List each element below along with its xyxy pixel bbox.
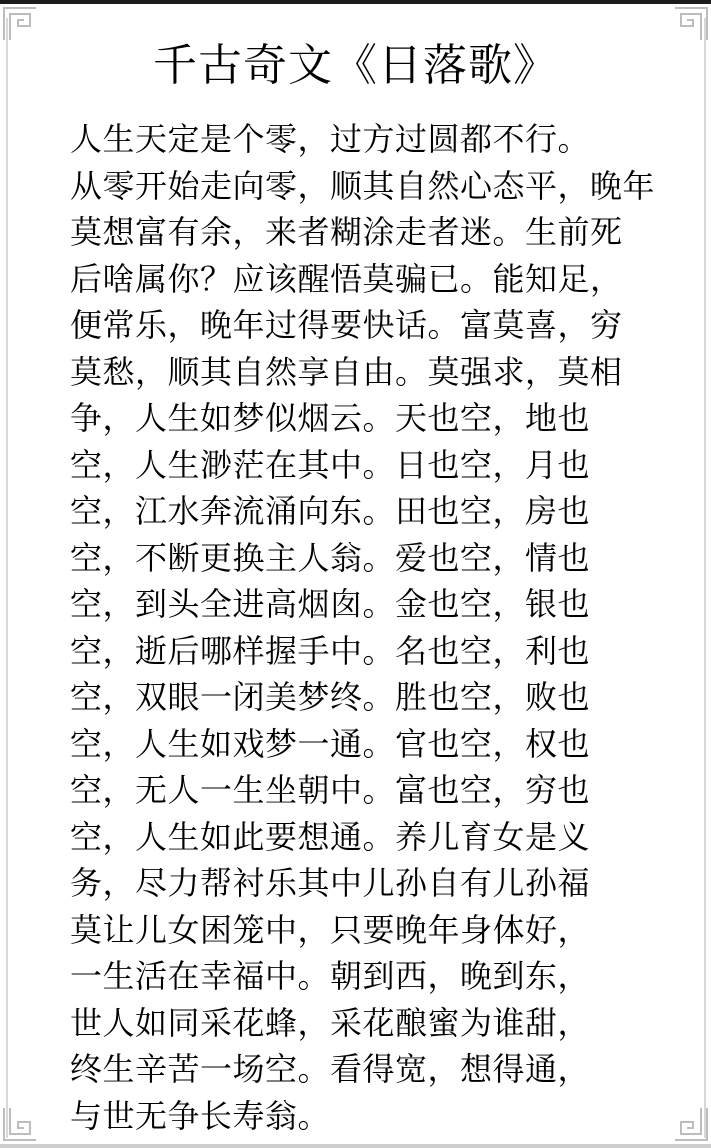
poem-line: 空，人生渺茫在其中。日也空，月也 — [70, 445, 591, 484]
poem-line: 终生辛苦一场空。看得宽，想得通， — [70, 1050, 591, 1088]
poem-line: 空，江水奔流涌向东。田也空，房也 — [70, 492, 591, 530]
top-bar — [0, 0, 711, 4]
poem-line: 务，尽力帮衬乐其中儿孙自有儿孙福 — [70, 864, 591, 902]
poem-line: 莫让儿女困笼中，只要晚年身体好， — [70, 910, 591, 949]
poem-line: 世人如同采花蜂，采花酿蜜为谁甜， — [70, 1003, 591, 1042]
document-title: 千古奇文《日落歌》 — [153, 40, 558, 91]
poem-line: 后啥属你？应该醒悟莫骗已。能知足， — [70, 259, 623, 298]
poem-line: 争，人生如梦似烟云。天也空，地也 — [70, 399, 591, 437]
poem-line: 空，不断更换主人翁。爱也空，情也 — [70, 538, 591, 577]
poem-line: 一生活在幸福中。朝到西，晚到东， — [70, 957, 591, 995]
poem-line: 从零开始走向零，顺其自然心态平，晚年 — [70, 166, 656, 205]
poem-body — [70, 116, 700, 1139]
poem-line: 便常乐，晚年过得要快话。富莫喜，穷 — [70, 306, 623, 344]
left-border — [6, 18, 8, 1138]
poem-line: 莫愁，顺其自然享自由。莫强求，莫相 — [70, 352, 623, 391]
bottom-bar — [0, 1144, 711, 1148]
poem-line: 空，人生如此要想通。养儿育女是义 — [70, 817, 591, 856]
poem-line: 人生天定是个零，过方过圆都不行。 — [70, 120, 591, 158]
poem-line: 空，逝后哪样握手中。名也空，利也 — [70, 631, 591, 670]
poem-line: 空，无人一生坐朝中。富也空，穷也 — [70, 771, 591, 809]
poem-line: 空，人生如戏梦一通。官也空，权也 — [70, 724, 591, 763]
fret-corner-icon — [0, 1104, 40, 1144]
poem-line: 空，到头全进高烟囱。金也空，银也 — [70, 585, 591, 623]
poem-line: 空，双眼一闭美梦终。胜也空，败也 — [70, 678, 591, 716]
poem-line: 莫想富有余，来者糊涂走者迷。生前死 — [70, 213, 623, 251]
right-border — [704, 18, 706, 1138]
poem-line: 与世无争长寿翁。 — [70, 1096, 331, 1135]
